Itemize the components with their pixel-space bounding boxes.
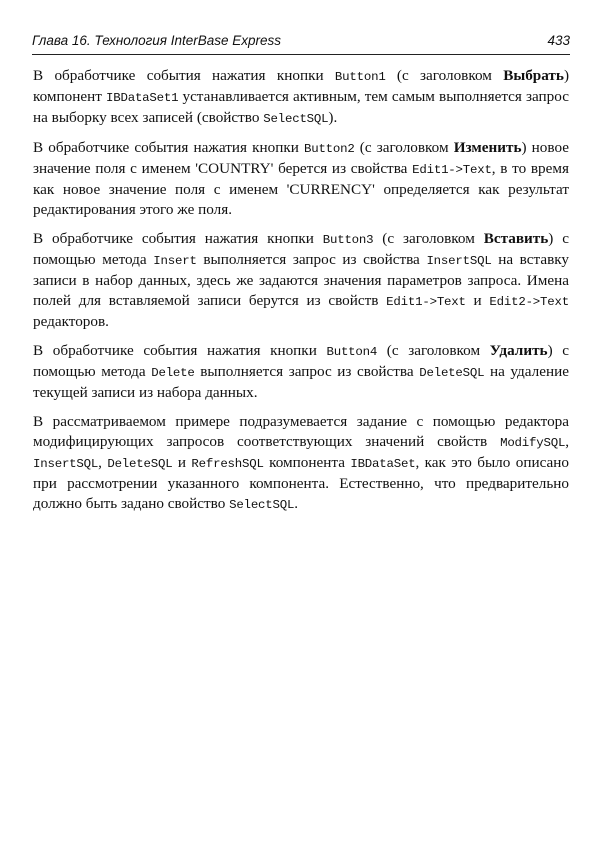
code-identifier: Button2 <box>303 142 355 156</box>
code-identifier: InsertSQL <box>426 254 492 268</box>
code-identifier: SelectSQL <box>229 498 295 512</box>
code-identifier: Edit2->Text <box>489 295 569 309</box>
paragraph-text: В обработчике события нажатия кнопки <box>33 139 304 156</box>
paragraph-text: ) компонент <box>33 67 569 105</box>
paragraph <box>33 66 569 129</box>
button-caption-bold: Выбрать <box>503 67 564 84</box>
paragraph-text: и <box>172 454 192 471</box>
page-number: 433 <box>547 33 570 48</box>
code-identifier: SelectSQL <box>263 112 329 126</box>
running-header <box>32 33 570 53</box>
paragraph-text: (с заголовком <box>377 342 490 359</box>
code-identifier: IBDataSet <box>350 457 416 471</box>
button-caption-bold: Изменить <box>453 139 522 156</box>
code-identifier: Button4 <box>326 345 378 359</box>
code-identifier: Edit1->Text <box>386 295 466 309</box>
chapter-title: Глава 16. Технология InterBase Express <box>32 33 282 48</box>
paragraph <box>33 138 569 220</box>
paragraph-text: на удаление текущей записи из набора данных. <box>33 363 569 401</box>
code-identifier: Insert <box>153 254 197 268</box>
page-body <box>33 66 569 524</box>
paragraph-text: выполняется запрос из свойства <box>194 363 420 380</box>
code-identifier: Delete <box>151 366 195 380</box>
paragraph-text: В рассматриваемом примере подразумевается задание с помощью редактора модифицирующих запросов соответствующих значений свойств <box>33 413 569 450</box>
paragraph <box>33 341 569 403</box>
paragraph-text: В обработчике события нажатия кнопки <box>33 342 327 359</box>
code-identifier: InsertSQL <box>33 457 99 471</box>
code-identifier: RefreshSQL <box>191 457 264 471</box>
code-identifier: ModifySQL <box>500 436 566 450</box>
paragraph-text: (с заголовком <box>354 139 454 156</box>
paragraph-text: , <box>565 433 569 450</box>
paragraph-text: В обработчике события нажатия кнопки <box>33 67 335 84</box>
button-caption-bold: Удалить <box>489 342 548 359</box>
paragraph-text: В обработчике события нажатия кнопки <box>33 230 323 247</box>
paragraph-text: , как это было описано при рассмотрении указанного компонента. Естественно, что предварительно должно быть задано свойство <box>33 454 569 512</box>
paragraph-text: редакторов. <box>33 313 109 330</box>
paragraph-text: ) новое значение поля с именем 'COUNTRY' берется из свойства <box>33 139 569 177</box>
paragraph-text: и <box>465 292 490 309</box>
button-caption-bold: Вставить <box>483 230 549 247</box>
code-identifier: DeleteSQL <box>419 366 485 380</box>
header-rule <box>32 54 570 55</box>
paragraph <box>33 412 569 515</box>
paragraph-text: , в то время как новое значение поля с именем 'CURRENCY' определяется как результат редактирования этого же поля. <box>33 160 569 218</box>
paragraph-text: , <box>98 454 108 471</box>
paragraph-text: ). <box>328 109 338 126</box>
paragraph <box>33 229 569 332</box>
paragraph-text: устанавливается активным, тем самым выполняется запрос на выборку всех записей (свойство <box>33 88 569 126</box>
code-identifier: IBDataSet1 <box>106 91 179 105</box>
paragraph-text: ) с помощью метода <box>33 230 569 268</box>
code-identifier: Button3 <box>322 233 374 247</box>
paragraph-text: (с заголовком <box>385 67 504 84</box>
code-identifier: DeleteSQL <box>107 457 173 471</box>
code-identifier: Edit1->Text <box>412 163 492 177</box>
paragraph-text: . <box>294 495 299 512</box>
paragraph-text: компонента <box>263 454 351 471</box>
code-identifier: Button1 <box>334 70 386 84</box>
paragraph-text: на вставку записи в набор данных, здесь же задаются значения параметров запроса. Имена полей для вставляемой записи берутся из свойств <box>33 251 569 309</box>
paragraph-text: выполняется запрос из свойства <box>196 251 427 268</box>
paragraph-text: (с заголовком <box>373 230 484 247</box>
paragraph-text: ) с помощью метода <box>33 342 569 380</box>
